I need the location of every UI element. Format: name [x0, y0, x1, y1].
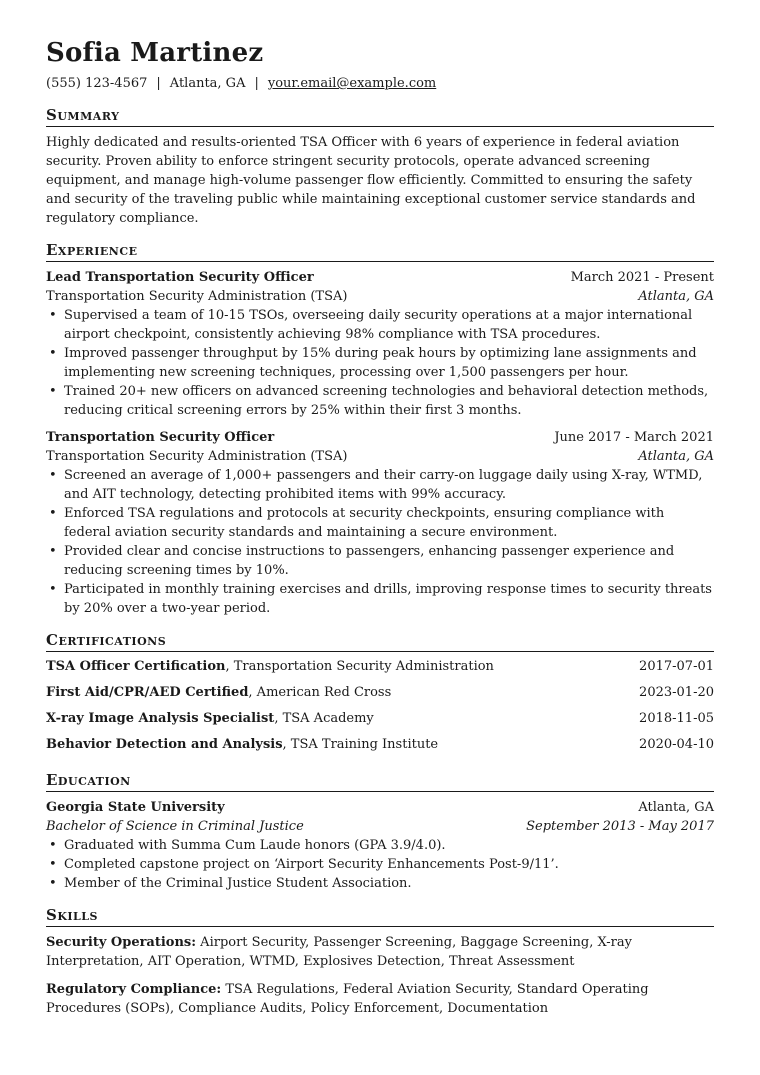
- section-title-education: Education: [46, 770, 714, 792]
- certification-row: [46, 680, 714, 706]
- certification-row: [46, 706, 714, 732]
- certification-row: [46, 654, 714, 680]
- job-dates: March 2021 - Present: [570, 270, 714, 285]
- certification-issuer: , TSA Training Institute: [282, 737, 439, 752]
- certification-row: [46, 732, 714, 758]
- skill-group: [46, 933, 714, 971]
- contact-line: [46, 74, 714, 93]
- job-entry: [46, 268, 714, 420]
- section-title-experience: Experience: [46, 240, 714, 262]
- bullet-item: • Participated in monthly training exercises and drills, improving response times to security threats by 20% over a two-year period.: [64, 580, 714, 618]
- school-name: Georgia State University: [46, 800, 225, 815]
- bullet-item: • Supervised a team of 10-15 TSOs, overseeing daily security operations at a major international airport checkpoint, consistently achieving 98% compliance with TSA procedures.: [64, 306, 714, 344]
- job-organization: Transportation Security Administration (TSA): [46, 289, 348, 304]
- email-link[interactable]: your.email@example.com: [267, 76, 437, 91]
- skill-group-label: Regulatory Compliance:: [46, 982, 222, 997]
- certification-date: 2017-07-01: [639, 659, 714, 674]
- education-dates: September 2013 - May 2017: [526, 819, 714, 834]
- certification-date: 2023-01-20: [639, 685, 714, 700]
- job-title: Transportation Security Officer: [46, 430, 275, 445]
- degree-name: Bachelor of Science in Criminal Justice: [46, 819, 304, 834]
- bullet-item: • Provided clear and concise instructions to passengers, enhancing passenger experience and reducing screening times by 10%.: [64, 542, 714, 580]
- certification-issuer: , Transportation Security Administration: [225, 659, 494, 674]
- certification-name: X-ray Image Analysis Specialist: [46, 711, 275, 726]
- section-title-skills: Skills: [46, 905, 714, 927]
- bullet-item: • Trained 20+ new officers on advanced screening technologies and behavioral detection methods, reducing critical screening errors by 25% within their first 3 months.: [64, 382, 714, 420]
- bullet-item: • Member of the Criminal Justice Student Association.: [64, 874, 714, 893]
- phone-number: (555) 123-4567: [46, 76, 148, 91]
- contact-separator: |: [254, 76, 259, 91]
- summary-text: Highly dedicated and results-oriented TSA Officer with 6 years of experience in federal aviation security. Proven ability to enforce stringent security protocols, operate advanced screening equipment, and manage high-volume passenger flow efficiently. Committed to ensuring the safety and security of the traveling public while maintaining exceptional customer service standards and regulatory compliance.: [46, 135, 696, 226]
- bullet-item: • Improved passenger throughput by 15% during peak hours by optimizing lane assignments and implementing new screening techniques, processing over 1,500 passengers per hour.: [64, 344, 714, 382]
- job-bullets: [46, 466, 714, 618]
- contact-separator: |: [156, 76, 161, 91]
- skill-group-items: TSA Regulations, Federal Aviation Security, Standard Operating Procedures (SOPs), Compliance Audits, Policy Enforcement, Documentation: [46, 982, 649, 1016]
- education-section: [46, 770, 714, 893]
- summary-section: [46, 105, 714, 228]
- job-location: Atlanta, GA: [638, 449, 714, 464]
- bullet-item: • Completed capstone project on ‘Airport Security Enhancements Post-9/11’.: [64, 855, 714, 874]
- experience-section: [46, 240, 714, 618]
- job-entry: [46, 428, 714, 618]
- job-title: Lead Transportation Security Officer: [46, 270, 314, 285]
- certifications-section: [46, 630, 714, 758]
- certification-date: 2018-11-05: [639, 711, 714, 726]
- skills-section: [46, 905, 714, 1018]
- candidate-name: Sofia Martinez: [46, 38, 264, 68]
- job-bullets: [46, 306, 714, 420]
- education-bullets: [46, 836, 714, 893]
- bullet-item: • Enforced TSA regulations and protocols at security checkpoints, ensuring compliance with federal aviation security standards and maintaining a secure environment.: [64, 504, 714, 542]
- job-dates: June 2017 - March 2021: [554, 430, 714, 445]
- school-location: Atlanta, GA: [638, 800, 714, 815]
- bullet-item: • Screened an average of 1,000+ passengers and their carry-on luggage daily using X-ray, WTMD, and AIT technology, detecting prohibited items with 99% accuracy.: [64, 466, 714, 504]
- certification-issuer: , American Red Cross: [248, 685, 392, 700]
- certification-name: Behavior Detection and Analysis: [46, 737, 283, 752]
- bullet-item: • Graduated with Summa Cum Laude honors (GPA 3.9/4.0).: [64, 836, 714, 855]
- skill-group: [46, 980, 714, 1018]
- section-title-summary: Summary: [46, 105, 714, 127]
- certification-name: TSA Officer Certification: [46, 659, 226, 674]
- certification-date: 2020-04-10: [639, 737, 714, 752]
- skill-group-label: Security Operations:: [46, 935, 197, 950]
- job-organization: Transportation Security Administration (TSA): [46, 449, 348, 464]
- job-location: Atlanta, GA: [638, 289, 714, 304]
- certification-name: First Aid/CPR/AED Certified: [46, 685, 249, 700]
- certification-issuer: , TSA Academy: [274, 711, 374, 726]
- location: Atlanta, GA: [169, 76, 246, 91]
- skill-group-items: Airport Security, Passenger Screening, Baggage Screening, X-ray Interpretation, AIT Operation, WTMD, Explosives Detection, Threat Assessment: [46, 935, 632, 969]
- section-title-certifications: Certifications: [46, 630, 714, 652]
- resume-header: [46, 36, 714, 93]
